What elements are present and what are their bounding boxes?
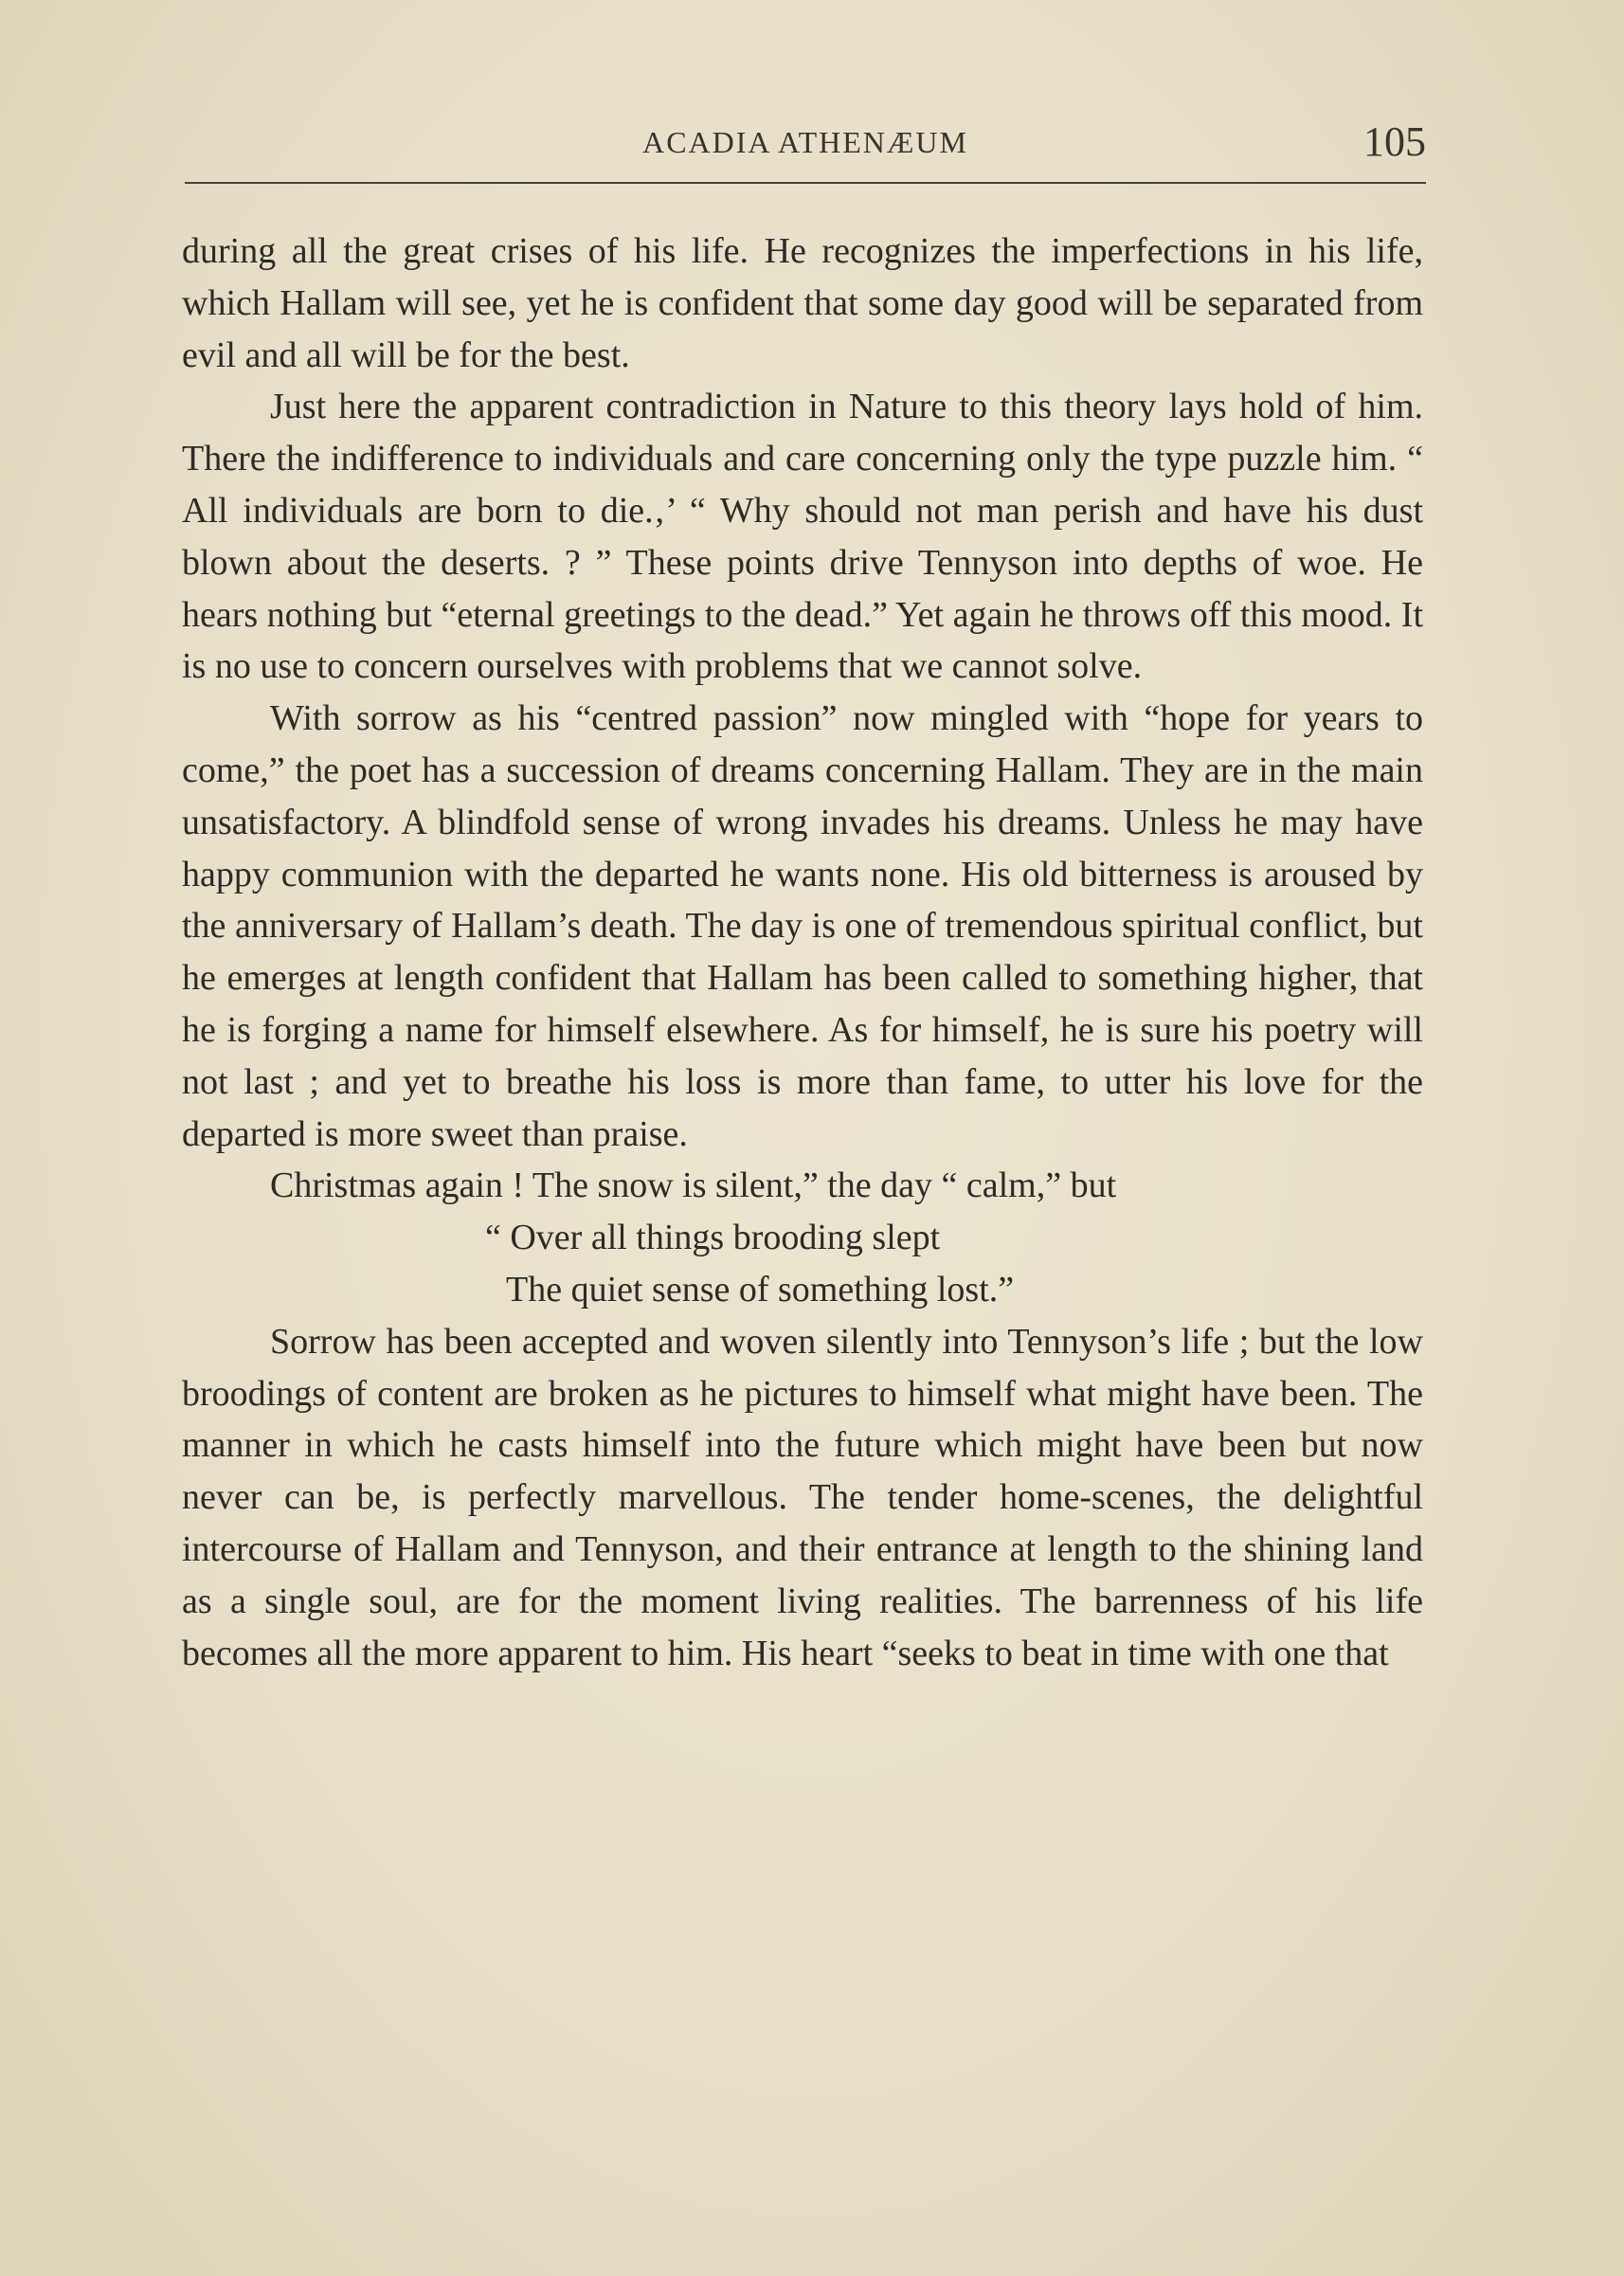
paragraph-3: With sorrow as his “centred passion” now mingled with “hope for years to come,” the poet has a succession of dreams concerning Hallam. They are in the main unsatisfactory. A blindfold sense of wrong invades his dreams. Unless he may have happy communion with the departed he wants none. His old bitterness is aroused by the anniversary of Hallam’s death. The day is one of tremendous spiritual conflict, but he emerges at length confident that Hallam has been called to something higher, that he is forging a name for himself elsewhere. As for himself, he is sure his poetry will not last ; and yet to breathe his loss is more than fame, to utter his love for the departed is more sweet than praise. (182, 698, 1423, 1154)
header-rule (185, 182, 1426, 184)
page-header (185, 114, 1426, 171)
paragraph-5: Sorrow has been accepted and woven silently into Tennyson’s life ; but the low broodings of content are broken as he pictures to himself what might have been. The manner in which he casts himself into the future which might have been but now never can be, is perfectly marvellous. The tender home-scenes, the delightful intercourse of Hallam and Tennyson, and their entrance at length to the shining land as a single soul, are for the moment living realities. The barrenness of his life becomes all the more apparent to him. His heart “seeks to beat in time with one that (182, 1321, 1423, 1673)
page-number: 105 (1363, 118, 1426, 165)
verse-line-1: “ Over all things brooding slept (485, 1218, 941, 1258)
paragraph-2: Just here the apparent contradiction in Nature to this theory lays hold of him. There the indifference to individuals and care concerning only the type puzzle him. “ All individuals are born to die.‚’ “ Why should not man perish and have his dust blown about the deserts. ? ” These points drive Tennyson into depths of woe. He hears nothing but “eternal greetings to the dead.” Yet again he throws off this mood. It is no use to concern ourselves with problems that we cannot solve. (182, 387, 1423, 687)
body-text (182, 226, 1423, 1679)
verse-line-2: The quiet sense of something lost.” (506, 1269, 1015, 1310)
running-head: ACADIA ATHENÆUM (642, 125, 968, 159)
paragraph-1: during all the great crises of his life. He recognizes the imperfections in his life, which Hallam will see, yet he is confident that some day good will be separated from evil and all will be for the best. (182, 231, 1423, 375)
paragraph-4: Christmas again ! The snow is silent,” the day “ calm,” but (270, 1165, 1117, 1206)
verse-quotation (182, 1212, 1423, 1316)
